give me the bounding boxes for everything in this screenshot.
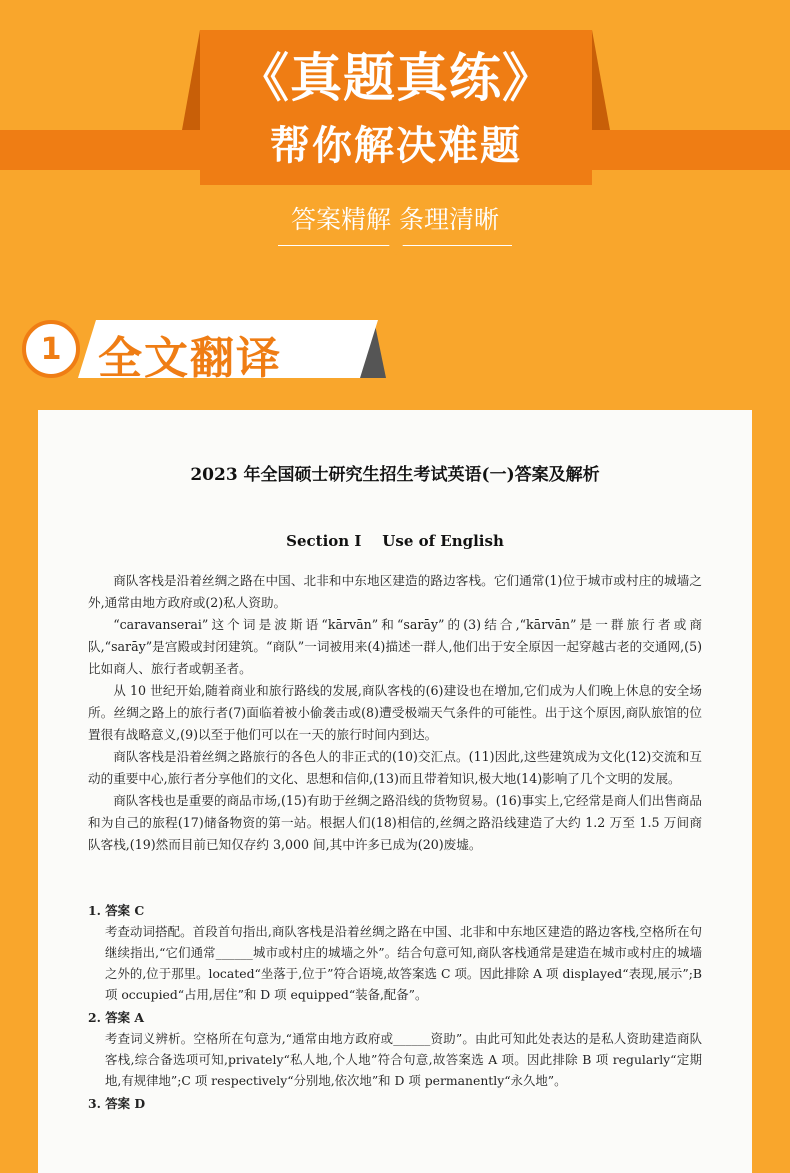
title-shadow-left [182, 30, 200, 130]
answer-heading: 3. 答案 D [88, 1096, 146, 1111]
passage-paragraph: 商队客栈也是重要的商品市场,(15)有助于丝绸之路沿线的货物贸易。(16)事实上,它经常是商人们出售商品和为自己的旅程(17)储备物资的第一站。根据人们(18)相信的,丝绸之路沿线建造了大约 1.2 万至 1.5 万间商队客栈,(19)然而目前已知仅存约 3,000 间,其中许多已成为(20)废墟。 [88, 793, 702, 852]
passage-paragraph: “caravanserai”这个词是波斯语“kārvān”和“sarāy”的(3)结合,“kārvān”是一群旅行者或商队,“sarāy”是宫殿或封闭建筑。“商队”一词被用来(4)描述一群人,他们出于安全原因一起穿越古老的交通网,(5)比如商人、旅行者或朝圣者。 [88, 617, 702, 676]
section-title: 全文翻译 [98, 333, 282, 384]
passage-paragraph: 商队客栈是沿着丝绸之路在中国、北非和中东地区建造的路边客栈。它们通常(1)位于城市或村庄的城墙之外,通常由地方政府或(2)私人资助。 [88, 573, 702, 610]
answer-item [88, 1007, 702, 1091]
title-shadow-right [592, 30, 610, 130]
answer-explanation: 考查词义辨析。空格所在句意为,“通常由地方政府或______资助”。由此可知此处表达的是私人资助建造商队客栈,综合备选项可知,privately“私人地,个人地”符合句意,故答案选 A 项。因此排除 B 项 regularly“定期地,有规律地”;C 项 respectively“分别地,依次地”和 D 项 permanently“永久地”。 [105, 1031, 702, 1088]
main-title: 《真题真练》 [236, 49, 555, 109]
tagline-notch [389, 245, 403, 255]
section-heading: Section I Use of English [286, 532, 504, 550]
answer-sheet-page [38, 410, 752, 1173]
section-number-badge: 1 [22, 320, 80, 378]
sub-title: 帮你解决难题 [270, 123, 522, 169]
answer-explanation: 考查动词搭配。首段首句指出,商队客栈是沿着丝绸之路在中国、北非和中东地区建造的路边客栈,空格所在句继续指出,“它们通常______城市或村庄的城墙之外”。结合句意可知,商队客栈通常是建造在城市或村庄的城墙之外的,位于那里。located“坐落于,位于”符合语境,故答案选 C 项。因此排除 A 项 displayed“表现,展示”;B 项 occupied“占用,居住”和 D 项 equipped“装备,配备”。 [105, 924, 702, 1002]
answer-explanations [88, 900, 702, 1116]
document-title: 2023 年全国硕士研究生招生考试英语(一)答案及解析 [190, 465, 600, 485]
answer-heading: 2. 答案 A [88, 1010, 144, 1025]
passage-paragraph: 商队客栈是沿着丝绸之路旅行的各色人的非正式的(10)交汇点。(11)因此,这些建筑成为文化(12)交流和互动的重要中心,旅行者分享他们的文化、思想和信仰,(13)而且带着知识,极大地(14)影响了几个文明的发展。 [88, 749, 702, 786]
passage-paragraph: 从 10 世纪开始,随着商业和旅行路线的发展,商队客栈的(6)建设也在增加,它们成为人们晚上休息的安全场所。丝绸之路上的旅行者(7)面临着被小偷袭击或(8)遭受极端天气条件的可能性。出于这个原因,商队旅馆的位置很有战略意义,(9)以至于他们可以在一天的旅行时间内到达。 [88, 683, 702, 742]
tagline: 答案精解 条理清晰 [291, 205, 499, 234]
answer-item [88, 1093, 702, 1114]
translation-passage [88, 570, 702, 856]
answer-item [88, 900, 702, 1005]
answer-heading: 1. 答案 C [88, 903, 145, 918]
